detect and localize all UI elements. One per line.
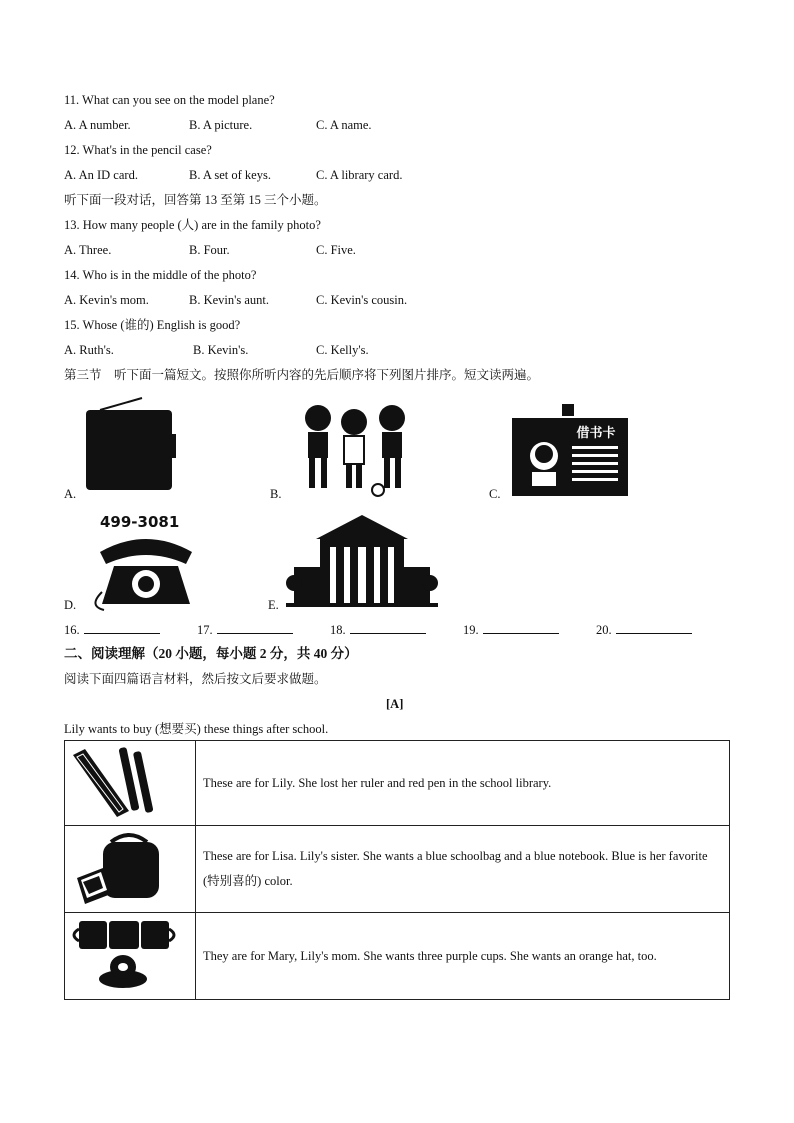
passage-a-label: [A] [386, 697, 404, 711]
blank-line [483, 621, 559, 634]
picture-d-label: D. [64, 598, 77, 612]
question-13-stem: 13. How many people (人) are in the family photo? [64, 218, 321, 232]
library-building-icon [286, 513, 438, 609]
passage-intro: Lily wants to buy (想要买) these things after school. [64, 722, 329, 736]
q13-option-b: B. Four. [189, 243, 230, 257]
section-3-instruction: 第三节 听下面一篇短文。按照你所听内容的先后顺序将下列图片排序。短文读两遍。 [64, 368, 540, 382]
blank-line [84, 621, 160, 634]
part-2-title: 二、阅读理解（20 小题，每小题 2 分，共 40 分） [64, 646, 358, 661]
blank-17[interactable]: 17. [197, 621, 293, 638]
picture-b-label: B. [270, 487, 282, 501]
picture-e-label: E. [268, 598, 279, 612]
row-2-text: These are for Lisa. Lily's sister. She wants a blue schoolbag and a blue notebook. Blue is her favorite (特别喜的) color. [196, 826, 730, 913]
blank-19[interactable]: 19. [463, 621, 559, 638]
table-row [65, 741, 730, 826]
row-3-text: They are for Mary, Lily's mom. She wants three purple cups. She wants an orange hat, too. [196, 913, 730, 1000]
q12-option-a: A. An ID card. [64, 168, 138, 182]
q14-option-c: C. Kevin's cousin. [316, 293, 408, 307]
q15-option-b: B. Kevin's. [193, 343, 249, 357]
blank-line [616, 621, 692, 634]
ruler-pens-icon [65, 741, 193, 821]
picture-c-label: C. [489, 487, 501, 501]
row-1-text: These are for Lily. She lost her ruler and red pen in the school library. [196, 741, 730, 826]
library-card-icon [510, 404, 630, 498]
shopping-table [64, 740, 730, 1000]
q14-option-b: B. Kevin's aunt. [189, 293, 270, 307]
q13-option-c: C. Five. [316, 243, 356, 257]
schoolbag-notebook-icon [65, 826, 193, 908]
q13-option-a: A. Three. [64, 243, 112, 257]
children-icon [296, 402, 421, 497]
table-image-cell [65, 741, 196, 826]
blank-line [217, 621, 293, 634]
table-image-cell [65, 826, 196, 913]
question-12-stem: 12. What's in the pencil case? [64, 143, 212, 157]
table-row [65, 913, 730, 1000]
q14-option-a: A. Kevin's mom. [64, 293, 149, 307]
q15-option-a: A. Ruth's. [64, 343, 114, 357]
table-image-cell [65, 913, 196, 1000]
blank-16[interactable]: 16. [64, 621, 160, 638]
radio-icon [80, 396, 180, 496]
picture-a-label: A. [64, 487, 77, 501]
cups-hat-icon [65, 913, 193, 995]
question-15-stem: 15. Whose (谁的) English is good? [64, 318, 241, 332]
instruction-13-15: 听下面一段对话，回答第 13 至第 15 三个小题。 [64, 193, 327, 207]
telephone-icon [86, 532, 206, 612]
q12-option-c: C. A library card. [316, 168, 403, 182]
q15-option-c: C. Kelly's. [316, 343, 369, 357]
question-14-stem: 14. Who is in the middle of the photo? [64, 268, 257, 282]
q11-option-c: C. A name. [316, 118, 372, 132]
phone-number: 499-3081 [100, 513, 180, 531]
q12-option-b: B. A set of keys. [189, 168, 271, 182]
q11-option-a: A. A number. [64, 118, 131, 132]
blank-20[interactable]: 20. [596, 621, 692, 638]
question-11-stem: 11. What can you see on the model plane? [64, 93, 275, 107]
card-text: 借书卡 [576, 426, 616, 441]
blank-18[interactable]: 18. [330, 621, 426, 638]
q11-option-b: B. A picture. [189, 118, 253, 132]
table-row [65, 826, 730, 913]
part-2-instruction: 阅读下面四篇语言材料，然后按文后要求做题。 [64, 672, 327, 686]
blank-line [350, 621, 426, 634]
